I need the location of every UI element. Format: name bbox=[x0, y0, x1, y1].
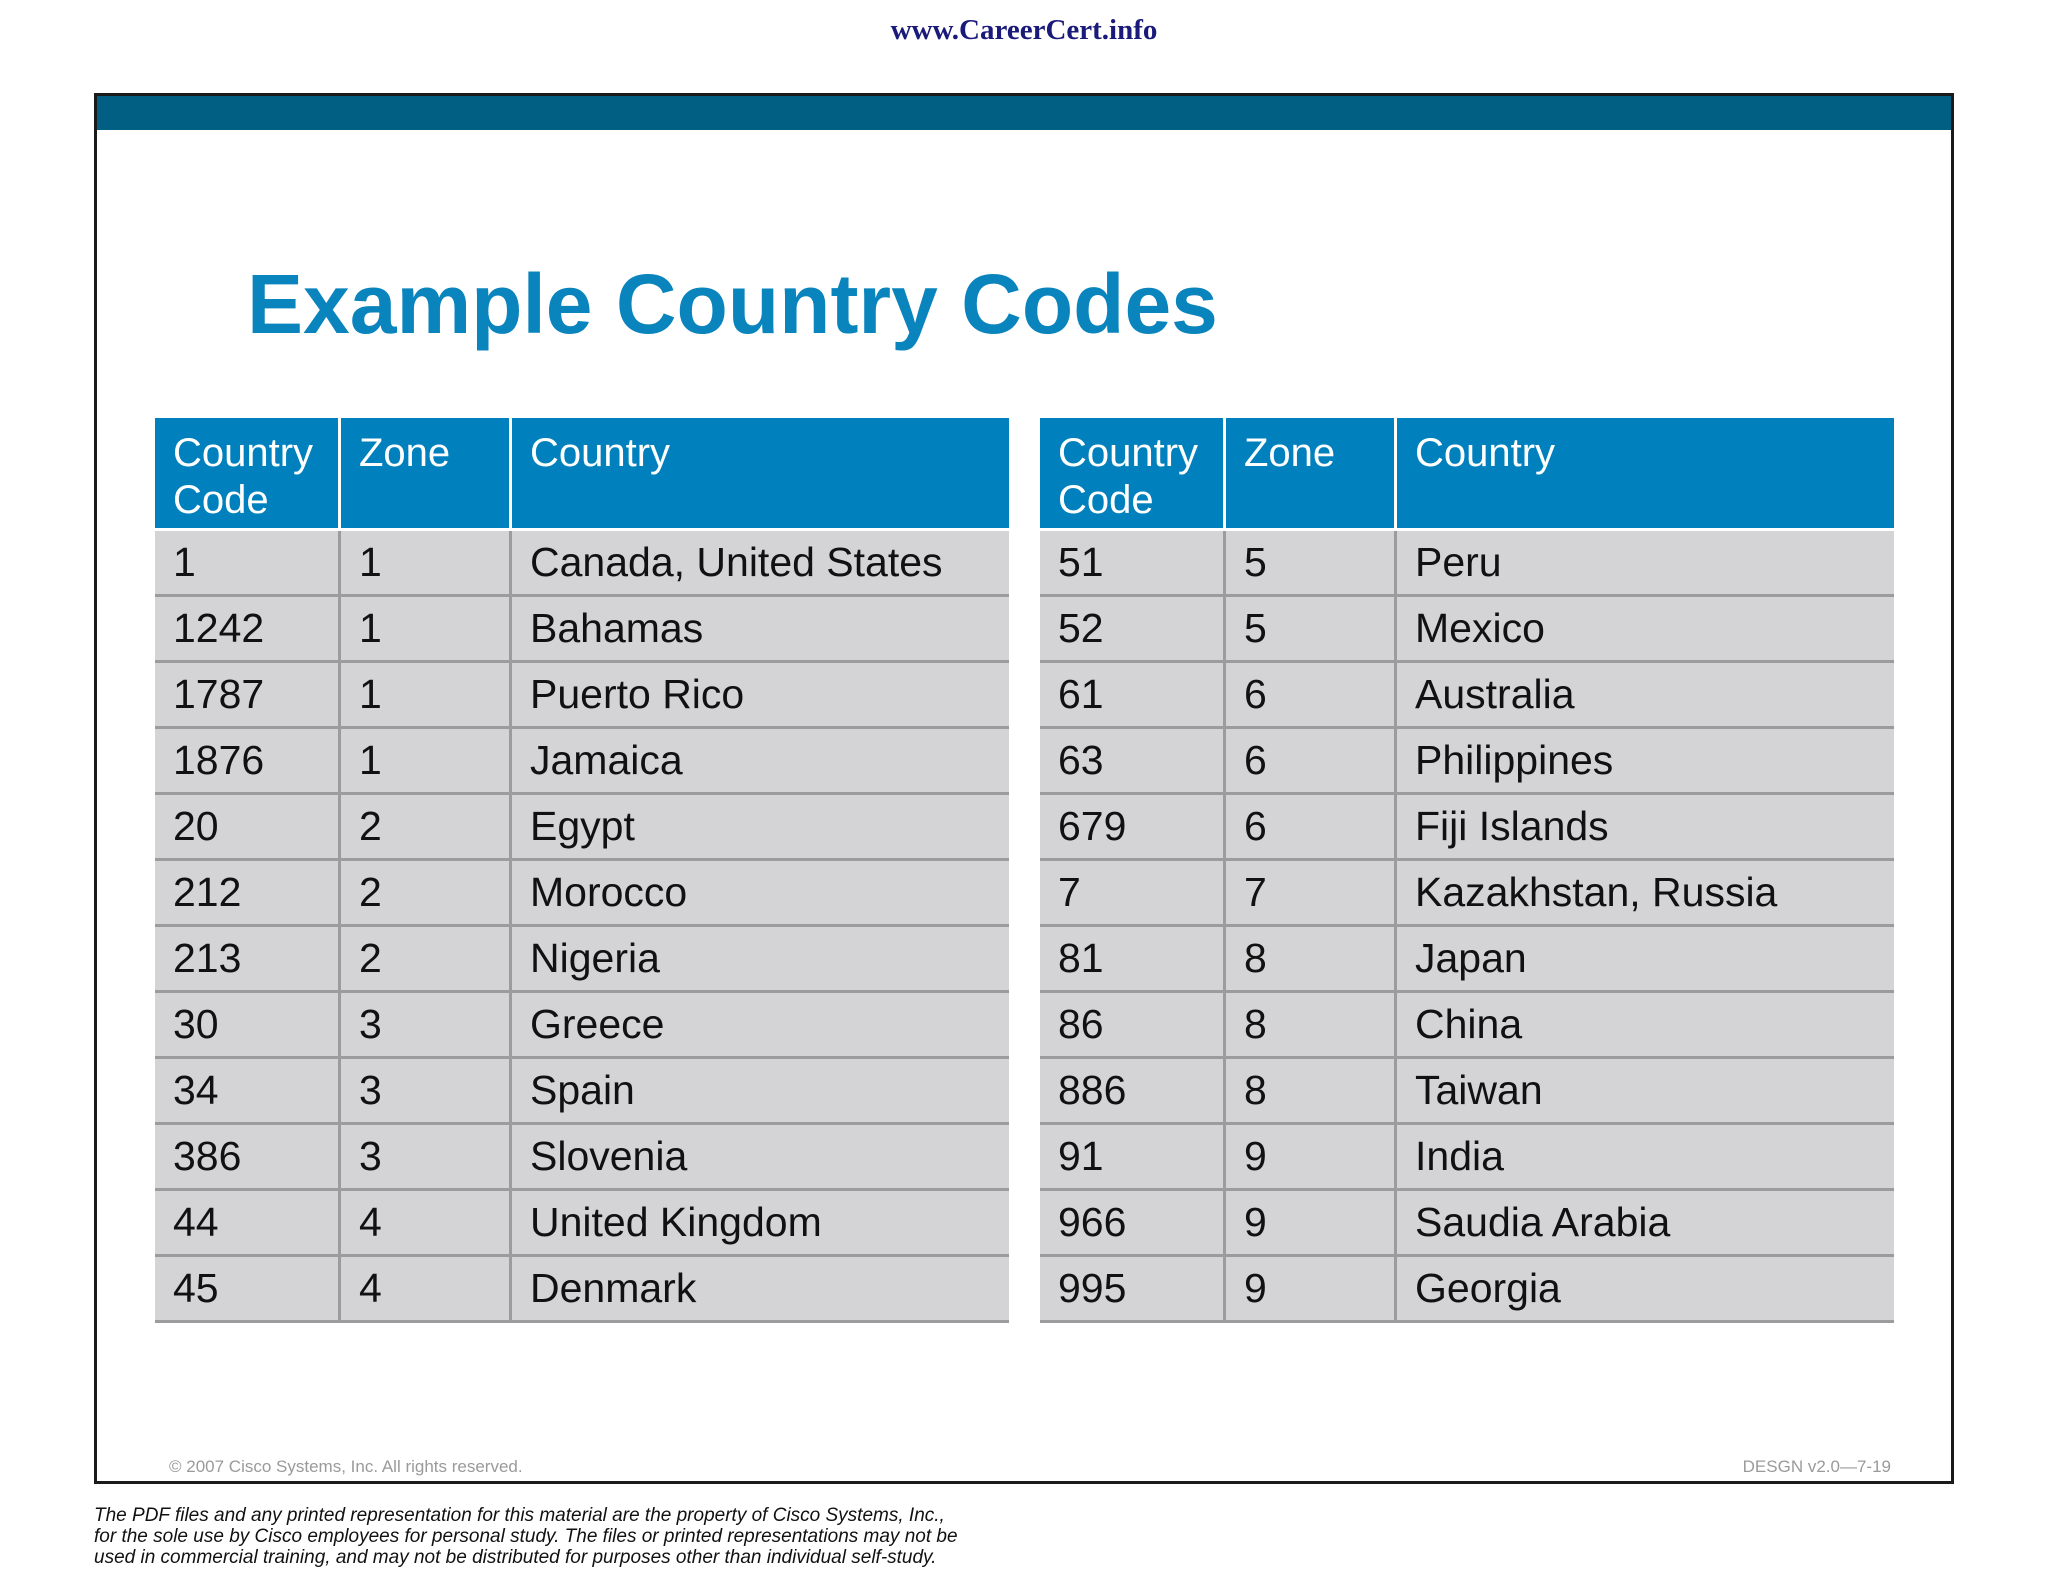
table-row bbox=[155, 729, 1009, 795]
cell-zone: 6 bbox=[1226, 795, 1397, 861]
cell-country-code: 886 bbox=[1040, 1059, 1226, 1125]
header-country-code: Country Code bbox=[155, 418, 341, 531]
cell-country-code: 7 bbox=[1040, 861, 1226, 927]
cell-country: Jamaica bbox=[512, 729, 1009, 795]
cell-zone: 4 bbox=[341, 1191, 512, 1257]
header-zone: Zone bbox=[1226, 418, 1397, 531]
table-row bbox=[1040, 795, 1894, 861]
cell-country: Taiwan bbox=[1397, 1059, 1894, 1125]
cell-country: China bbox=[1397, 993, 1894, 1059]
cell-country: Kazakhstan, Russia bbox=[1397, 861, 1894, 927]
cell-country-code: 44 bbox=[155, 1191, 341, 1257]
table-row bbox=[1040, 1257, 1894, 1323]
cell-country: Spain bbox=[512, 1059, 1009, 1125]
cell-country-code: 91 bbox=[1040, 1125, 1226, 1191]
table-row bbox=[155, 993, 1009, 1059]
table-body bbox=[1040, 531, 1894, 1323]
table-row bbox=[1040, 861, 1894, 927]
cell-zone: 8 bbox=[1226, 1059, 1397, 1125]
cell-country: Bahamas bbox=[512, 597, 1009, 663]
cell-zone: 9 bbox=[1226, 1191, 1397, 1257]
cell-country: Peru bbox=[1397, 531, 1894, 597]
cell-country-code: 52 bbox=[1040, 597, 1226, 663]
table-row bbox=[155, 795, 1009, 861]
disclaimer-line: used in commercial training, and may not be distributed for purposes other than individual self-study. bbox=[94, 1547, 937, 1568]
table-row bbox=[155, 1257, 1009, 1323]
slide-header-bar bbox=[97, 96, 1951, 130]
table-row bbox=[1040, 1125, 1894, 1191]
table-row bbox=[1040, 597, 1894, 663]
cell-country: Canada, United States bbox=[512, 531, 1009, 597]
cell-country: Fiji Islands bbox=[1397, 795, 1894, 861]
table-header-row bbox=[1040, 418, 1894, 531]
cell-country: Greece bbox=[512, 993, 1009, 1059]
table-row bbox=[155, 861, 1009, 927]
table-row bbox=[1040, 927, 1894, 993]
cell-country-code: 34 bbox=[155, 1059, 341, 1125]
cell-country: Saudia Arabia bbox=[1397, 1191, 1894, 1257]
cell-zone: 9 bbox=[1226, 1257, 1397, 1323]
cell-zone: 3 bbox=[341, 1059, 512, 1125]
table-row bbox=[155, 597, 1009, 663]
cell-country-code: 61 bbox=[1040, 663, 1226, 729]
table-row bbox=[1040, 531, 1894, 597]
header-country: Country bbox=[1397, 418, 1894, 531]
cell-country-code: 20 bbox=[155, 795, 341, 861]
cell-zone: 1 bbox=[341, 531, 512, 597]
cell-zone: 2 bbox=[341, 927, 512, 993]
table-row bbox=[155, 927, 1009, 993]
cell-country-code: 386 bbox=[155, 1125, 341, 1191]
cell-zone: 1 bbox=[341, 729, 512, 795]
country-codes-table-right bbox=[1040, 418, 1894, 1323]
table-header-row bbox=[155, 418, 1009, 531]
cell-country: United Kingdom bbox=[512, 1191, 1009, 1257]
cell-zone: 8 bbox=[1226, 993, 1397, 1059]
cell-country: Georgia bbox=[1397, 1257, 1894, 1323]
cell-zone: 6 bbox=[1226, 729, 1397, 795]
cell-country-code: 1242 bbox=[155, 597, 341, 663]
table-row bbox=[1040, 1059, 1894, 1125]
cell-country-code: 81 bbox=[1040, 927, 1226, 993]
cell-zone: 5 bbox=[1226, 531, 1397, 597]
cell-zone: 3 bbox=[341, 993, 512, 1059]
cell-country: Australia bbox=[1397, 663, 1894, 729]
cell-zone: 2 bbox=[341, 795, 512, 861]
cell-country: Mexico bbox=[1397, 597, 1894, 663]
cell-country: Puerto Rico bbox=[512, 663, 1009, 729]
cell-zone: 3 bbox=[341, 1125, 512, 1191]
site-url[interactable]: www.CareerCert.info bbox=[890, 14, 1158, 46]
cell-country-code: 966 bbox=[1040, 1191, 1226, 1257]
table-row bbox=[1040, 729, 1894, 795]
table-row bbox=[155, 531, 1009, 597]
table-row bbox=[155, 663, 1009, 729]
cell-country: Philippines bbox=[1397, 729, 1894, 795]
header-country: Country bbox=[512, 418, 1009, 531]
cell-zone: 5 bbox=[1226, 597, 1397, 663]
cell-zone: 6 bbox=[1226, 663, 1397, 729]
table-row bbox=[155, 1059, 1009, 1125]
cell-country: Morocco bbox=[512, 861, 1009, 927]
cell-zone: 7 bbox=[1226, 861, 1397, 927]
cell-zone: 1 bbox=[341, 597, 512, 663]
header-zone: Zone bbox=[341, 418, 512, 531]
cell-country: Nigeria bbox=[512, 927, 1009, 993]
cell-country: India bbox=[1397, 1125, 1894, 1191]
cell-country-code: 30 bbox=[155, 993, 341, 1059]
disclaimer-line: The PDF files and any printed representation for this material are the property of Cisco Systems, Inc., bbox=[94, 1505, 945, 1526]
cell-country-code: 1 bbox=[155, 531, 341, 597]
table-row bbox=[1040, 663, 1894, 729]
cell-country-code: 63 bbox=[1040, 729, 1226, 795]
disclaimer bbox=[94, 1505, 1094, 1568]
cell-country-code: 679 bbox=[1040, 795, 1226, 861]
cell-zone: 2 bbox=[341, 861, 512, 927]
cell-country-code: 213 bbox=[155, 927, 341, 993]
table-row bbox=[155, 1125, 1009, 1191]
table-body bbox=[155, 531, 1009, 1323]
cell-country-code: 51 bbox=[1040, 531, 1226, 597]
header-country-code: Country Code bbox=[1040, 418, 1226, 531]
cell-country-code: 45 bbox=[155, 1257, 341, 1323]
table-row bbox=[1040, 1191, 1894, 1257]
cell-country: Japan bbox=[1397, 927, 1894, 993]
cell-country: Denmark bbox=[512, 1257, 1009, 1323]
table-row bbox=[155, 1191, 1009, 1257]
country-codes-table-left bbox=[155, 418, 1009, 1323]
cell-country-code: 995 bbox=[1040, 1257, 1226, 1323]
disclaimer-line: for the sole use by Cisco employees for personal study. The files or printed representations may not be bbox=[94, 1526, 958, 1547]
slide bbox=[94, 93, 1954, 1484]
cell-zone: 1 bbox=[341, 663, 512, 729]
cell-country-code: 212 bbox=[155, 861, 341, 927]
copyright-text: © 2007 Cisco Systems, Inc. All rights reserved. bbox=[169, 1457, 523, 1476]
cell-zone: 8 bbox=[1226, 927, 1397, 993]
cell-country: Slovenia bbox=[512, 1125, 1009, 1191]
slide-title: Example Country Codes bbox=[247, 257, 1218, 351]
cell-zone: 9 bbox=[1226, 1125, 1397, 1191]
cell-zone: 4 bbox=[341, 1257, 512, 1323]
cell-country-code: 86 bbox=[1040, 993, 1226, 1059]
table-row bbox=[1040, 993, 1894, 1059]
cell-country: Egypt bbox=[512, 795, 1009, 861]
cell-country-code: 1787 bbox=[155, 663, 341, 729]
cell-country-code: 1876 bbox=[155, 729, 341, 795]
slide-id: DESGN v2.0—7-19 bbox=[1742, 1457, 1891, 1476]
